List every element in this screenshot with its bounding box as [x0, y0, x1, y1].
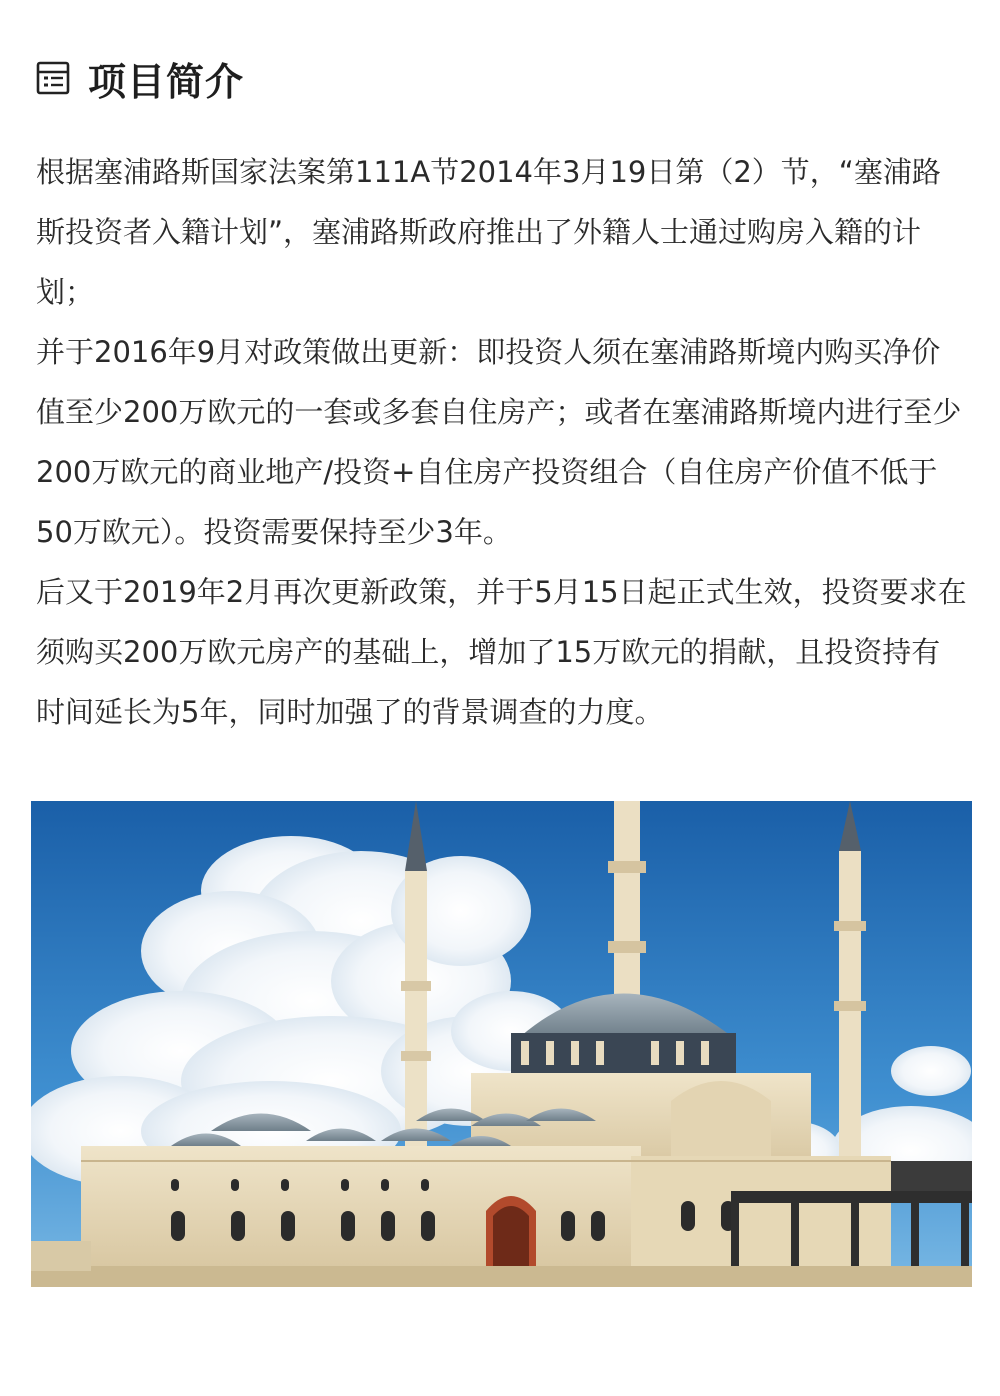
paragraph-2016-update: 并于2016年9月对政策做出更新：即投资人须在塞浦路斯境内购买净价值至少200万欧元的一套或多套自住房产；或者在塞浦路斯境内进行至少200万欧元的商业地产/投资+自住房产投资组合（自住房产价值不低于50万欧元）。投资需要保持至少3年。 [36, 335, 962, 549]
section-header [36, 56, 245, 104]
document-list-icon [36, 61, 70, 95]
paragraph-2019-update: 后又于2019年2月再次更新政策，并于5月15日起正式生效，投资要求在须购买200万欧元房产的基础上，增加了15万欧元的捐献，且投资持有时间延长为5年，同时加强了的背景调查的力度。 [36, 575, 967, 729]
paragraph-program: 根据塞浦路斯国家法案第111A节2014年3月19日第（2）节，“塞浦路斯投资者入籍计划”，塞浦路斯政府推出了外籍人士通过购房入籍的计划； [36, 155, 941, 309]
page-title: 项目简介 [88, 59, 245, 104]
mosque-photo [31, 801, 972, 1287]
intro-text [36, 142, 968, 742]
